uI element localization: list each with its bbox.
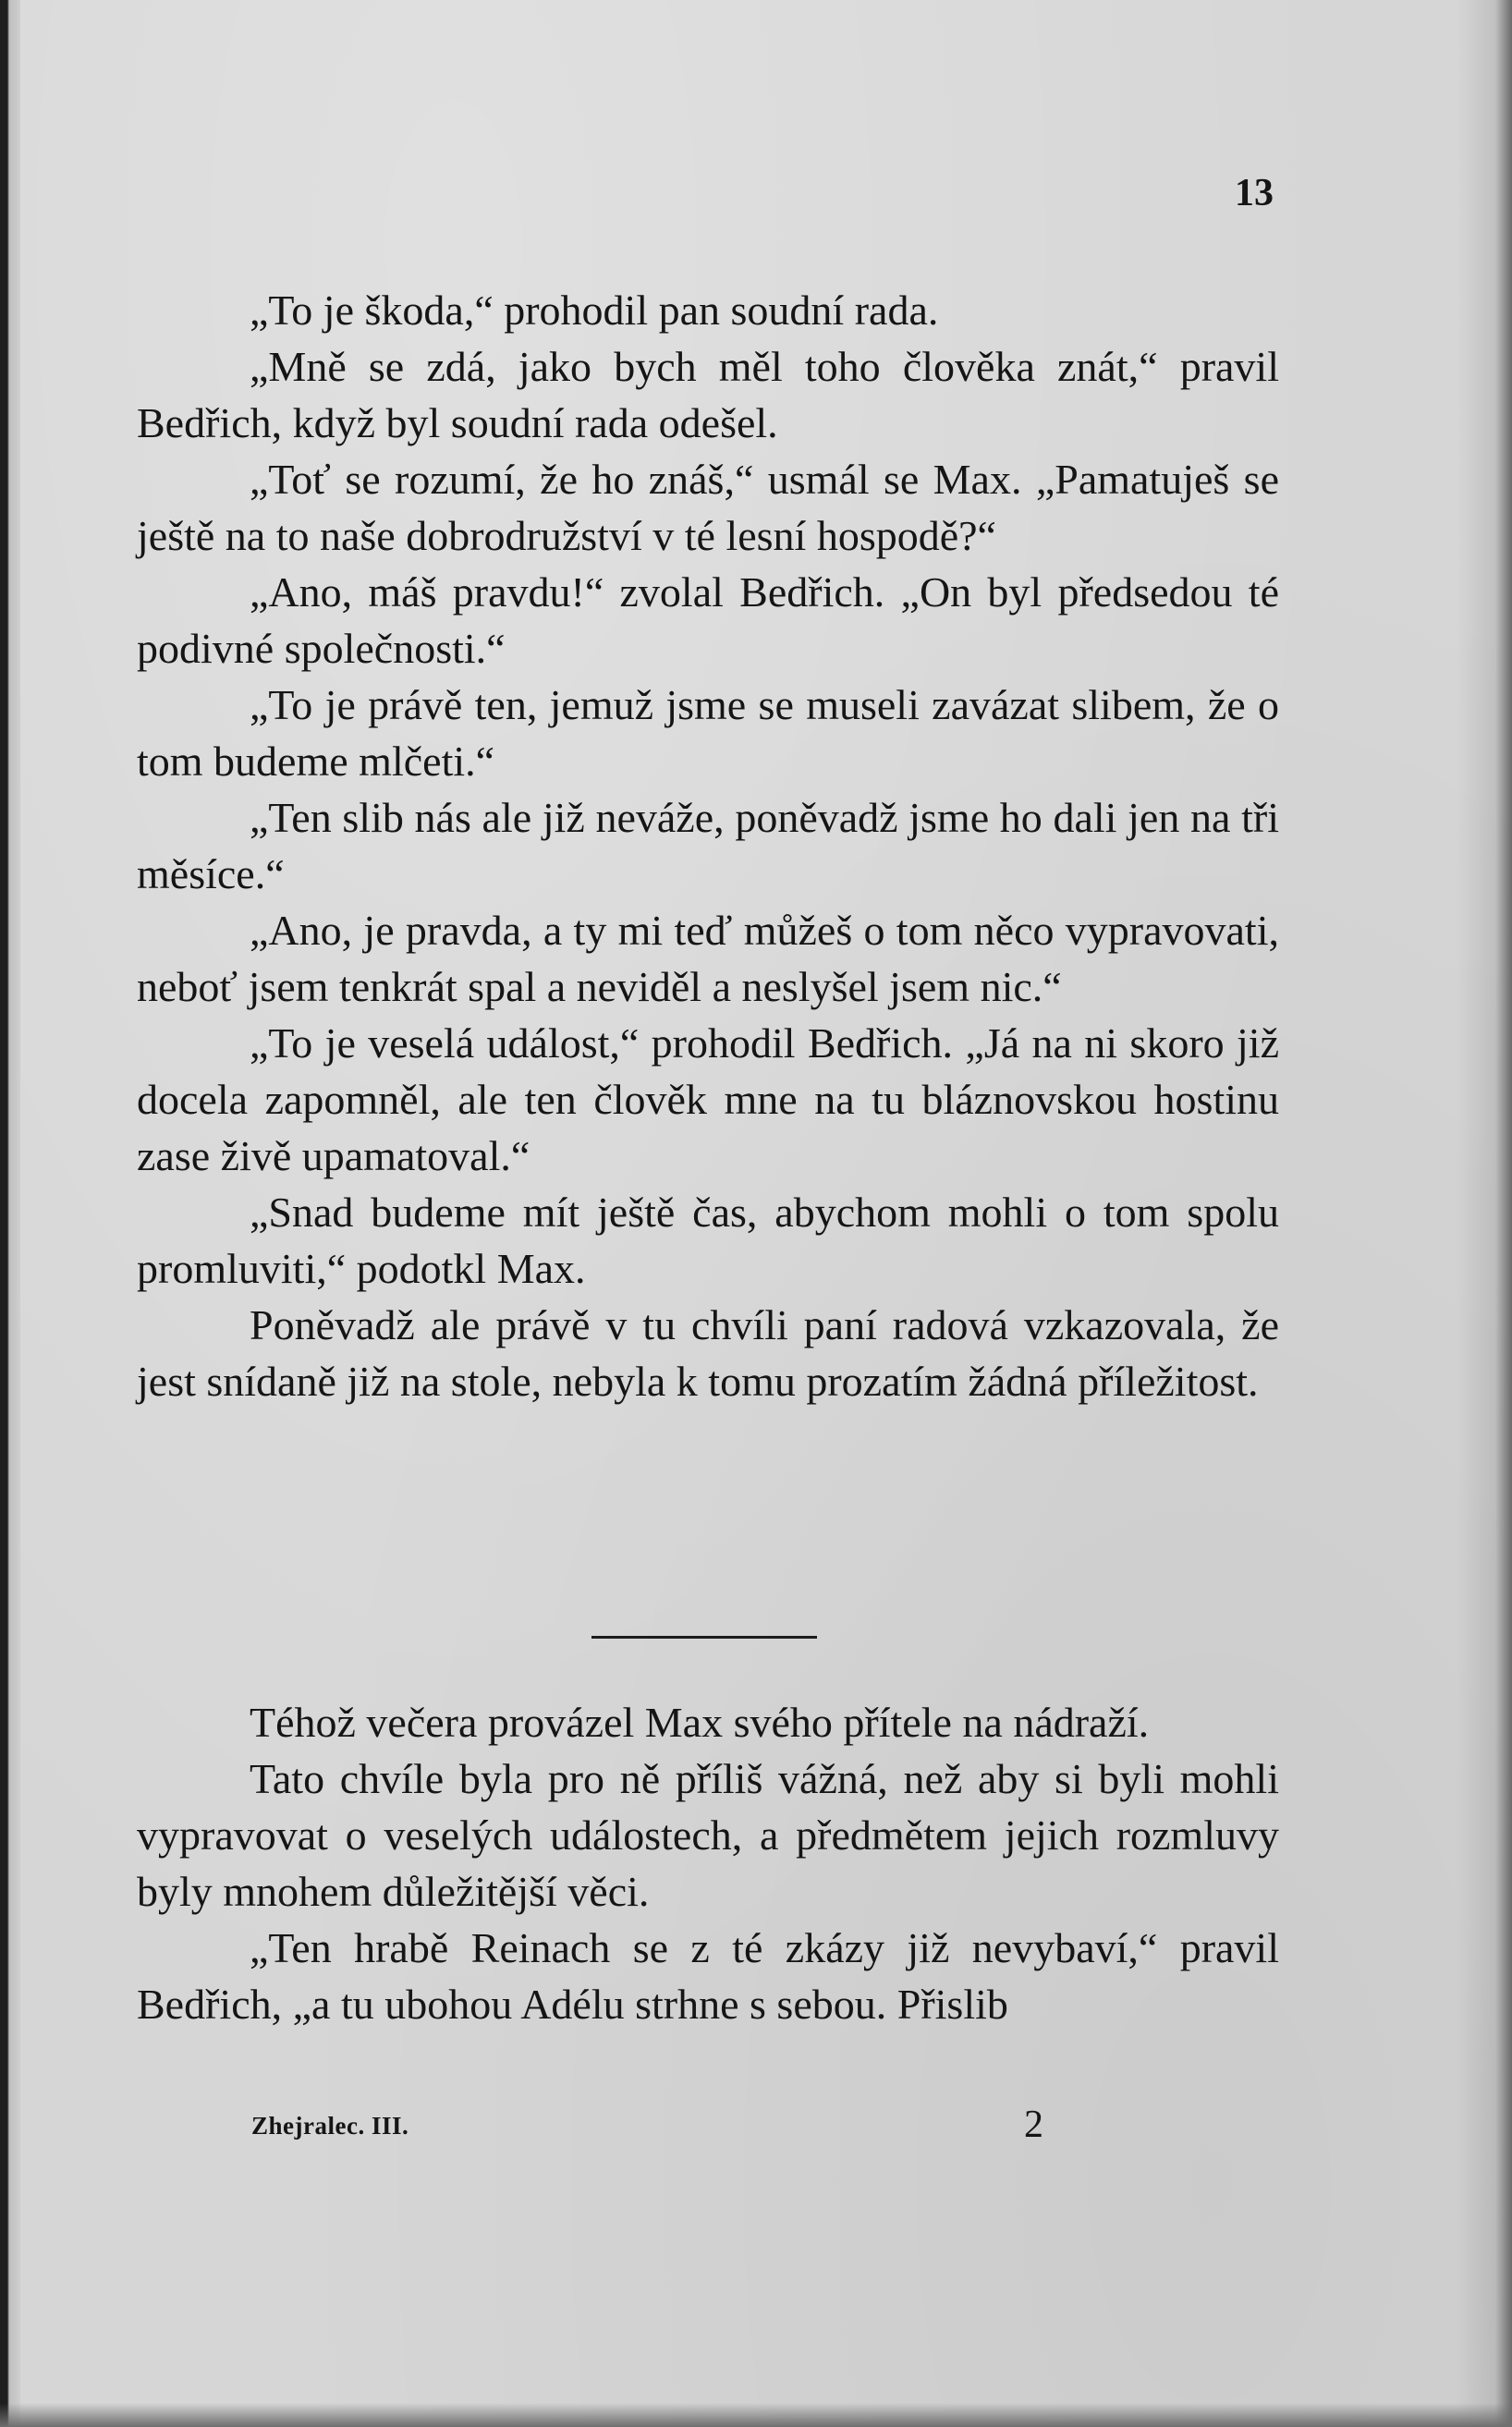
paragraph: „Toť se rozumí, že ho znáš,“ usmál se Max. „Pamatuješ se ještě na to naše dobrodružství v té lesní hospodě?“ bbox=[137, 456, 1279, 559]
page-binding-shadow bbox=[0, 0, 20, 2427]
paragraph: „Ten hrabě Reinach se z té zkázy již nevybaví,“ pravil Bedřich, „a tu ubohou Adélu strhne s sebou. Přislib bbox=[137, 1924, 1279, 2028]
paragraph: „Ten slib nás ale již neváže, poněvadž jsme ho dali jen na tři měsíce.“ bbox=[137, 794, 1279, 897]
paragraph: Tato chvíle byla pro ně příliš vážná, než aby si byli mohli vypravovat o veselých událostech, a předmětem jejich rozmluvy byly mnohem důležitější věci. bbox=[137, 1755, 1279, 1915]
footer-sheet-number: 2 bbox=[1024, 2104, 1043, 2146]
paragraph: „Ano, je pravda, a ty mi teď můžeš o tom něco vypravovati, neboť jsem tenkrát spal a neviděl a neslyšel jsem nic.“ bbox=[137, 907, 1279, 1010]
body-text-bottom bbox=[137, 1694, 1279, 2032]
section-separator bbox=[591, 1636, 817, 1639]
page-edge-shadow bbox=[1457, 0, 1512, 2427]
paragraph: „Mně se zdá, jako bych měl toho člověka znát,“ pravil Bedřich, když byl soudní rada odešel. bbox=[137, 343, 1279, 446]
paragraph: „To je právě ten, jemuž jsme se museli zavázat slibem, že o tom budeme mlčeti.“ bbox=[137, 681, 1279, 785]
body-text-top bbox=[137, 282, 1279, 1409]
page-bottom-shadow bbox=[0, 2403, 1512, 2427]
paragraph: „Snad budeme mít ještě čas, abychom mohli o tom spolu promluviti,“ podotkl Max. bbox=[137, 1189, 1279, 1292]
paragraph: Poněvadž ale právě v tu chvíli paní radová vzkazovala, že jest snídaně již na stole, nebyla k tomu prozatím žádná příležitost. bbox=[137, 1301, 1279, 1405]
paragraph: „To je veselá událost,“ prohodil Bedřich. „Já na ni skoro již docela zapomněl, ale ten člověk mne na tu bláznovskou hostinu zase živě upamatoval.“ bbox=[137, 1019, 1279, 1179]
paragraph: „Ano, máš pravdu!“ zvolal Bedřich. „On byl předsedou té podivné společnosti.“ bbox=[137, 568, 1279, 672]
paragraph: „To je škoda,“ prohodil pan soudní rada. bbox=[250, 287, 939, 334]
page-number: 13 bbox=[1235, 172, 1274, 214]
footer-signature: Zhejralec. III. bbox=[251, 2112, 409, 2140]
paragraph: Téhož večera provázel Max svého přítele na nádraží. bbox=[250, 1699, 1150, 1746]
